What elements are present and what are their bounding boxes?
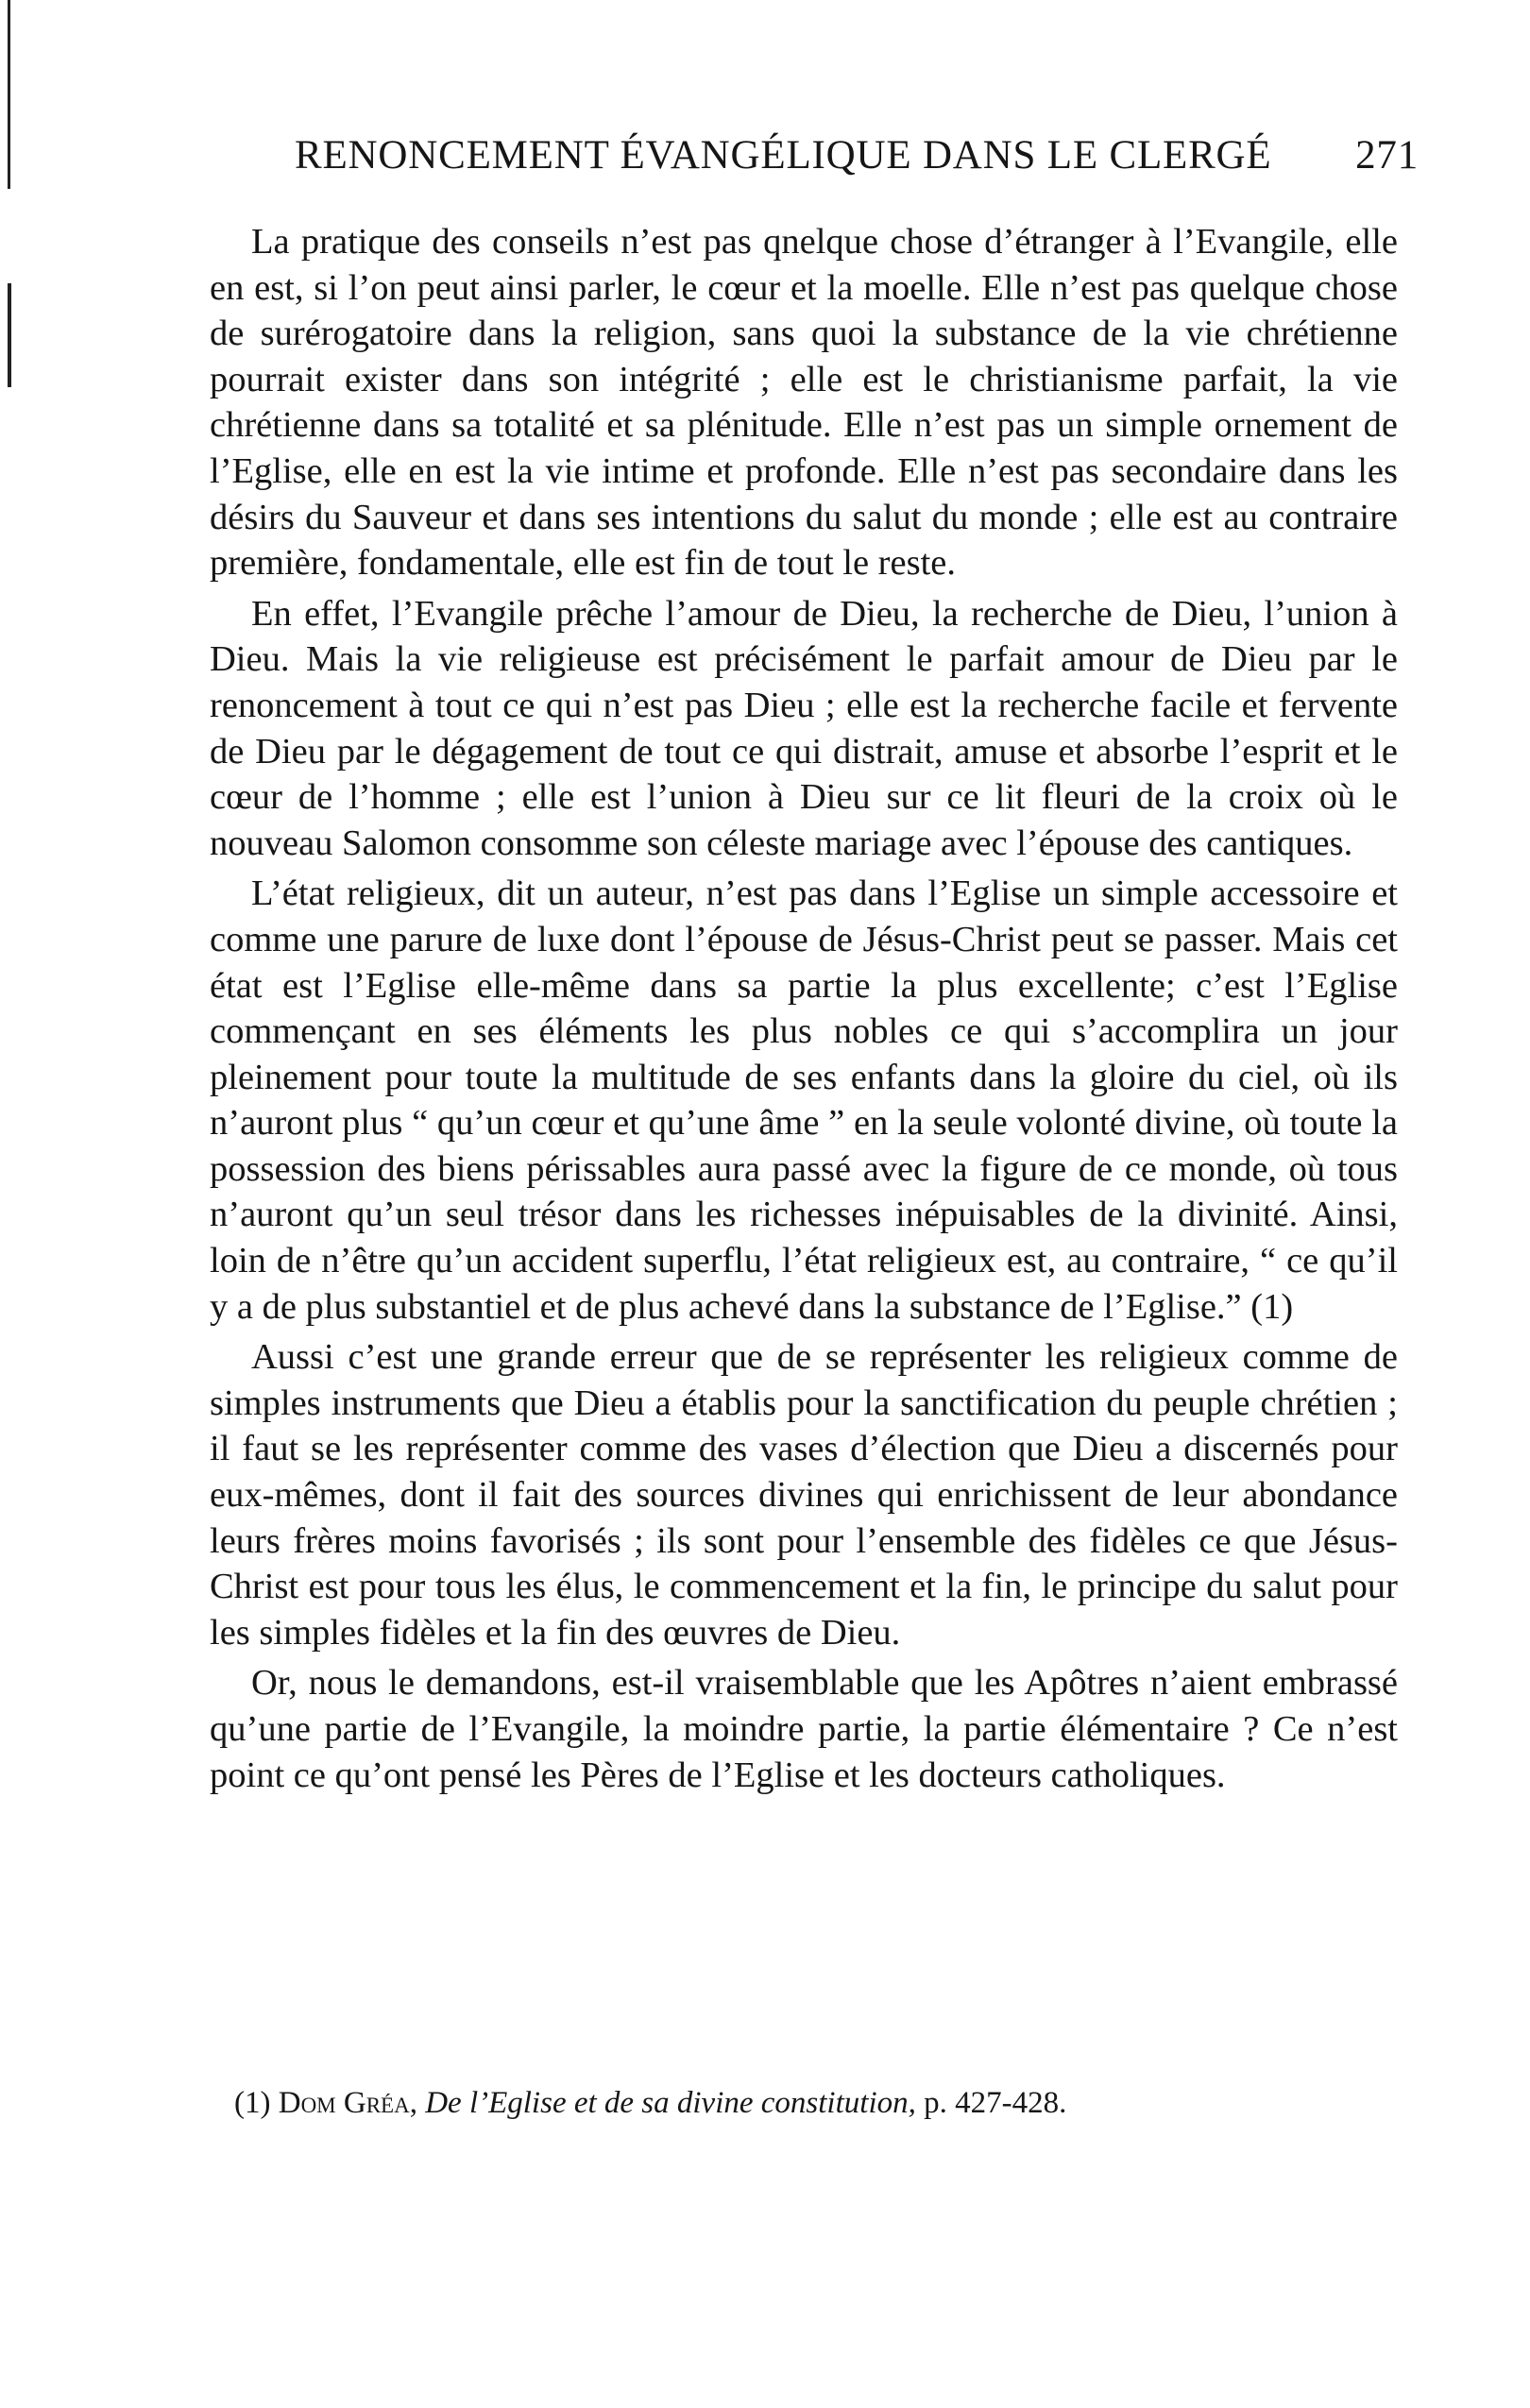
running-header — [295, 132, 1419, 198]
paragraph: La pratique des conseils n’est pas qnelque chose d’étranger à l’Evangile, elle en est, si l’on peut ainsi parler, le cœur et la moelle. Elle n’est pas quelque chose de surérogatoire dans la religion, sans quoi la substance de la vie chrétienne pourrait exister dans son intégrité ; elle est le christianisme parfait, la vie chrétienne dans sa totalité et sa plénitude. Elle n’est pas un simple ornement de l’Eglise, elle en est la vie intime et profonde. Elle n’est pas secondaire dans les désirs du Sauveur et dans ses intentions du salut du monde ; elle est au contraire première, fondamentale, elle est fin de tout le reste. — [210, 222, 1398, 584]
page-edge-mark — [8, 283, 11, 387]
paragraph: L’état religieux, dit un auteur, n’est pas dans l’Eglise un simple accessoire et comme une parure de luxe dont l’épouse de Jésus-Christ peut se passer. Mais cet état est l’Eglise elle-même dans sa partie la plus excellente; c’est l’Eglise commençant en ses éléments les plus nobles ce qui s’accomplira un jour pleinement pour toute la multitude de ses enfants dans la gloire du ciel, où ils n’auront plus “ qu’un cœur et qu’une âme ” en la seule volonté divine, où toute la possession des biens périssables aura passé avec la figure de ce monde, où tous n’auront qu’un seul trésor dans les richesses inépuisables de la divinité. Ainsi, loin de n’être qu’un accident superflu, l’état religieux est, au contraire, “ ce qu’il y a de plus substantiel et de plus achevé dans la substance de l’Eglise.” (1) — [210, 873, 1398, 1327]
page-number: 271 — [1355, 133, 1419, 178]
paragraph: En effet, l’Evangile prêche l’amour de Dieu, la recherche de Dieu, l’union à Dieu. Mais la vie religieuse est précisément le parfait amour de Dieu par le renoncement à tout ce qui n’est pas Dieu ; elle est la recherche facile et fervente de Dieu par le dégagement de tout ce qui distrait, amuse et absorbe l’esprit et le cœur de l’homme ; elle est l’union à Dieu sur ce lit fleuri de la croix où le nouveau Salomon consomme son céleste mariage avec l’épouse des cantiques. — [210, 593, 1398, 863]
footnote — [234, 2082, 1396, 2124]
main-text — [210, 219, 1398, 1798]
page-edge-mark — [8, 0, 10, 189]
footnote-marker: (1) — [234, 2086, 271, 2120]
paragraph: Or, nous le demandons, est-il vraisemblable que les Apôtres n’aient embrassé qu’une partie de l’Evangile, la moindre partie, la partie élémentaire ? Ce n’est point ce qu’ont pensé les Pères de l’Eglise et les docteurs catholiques. — [210, 1663, 1398, 1795]
running-title: RENONCEMENT ÉVANGÉLIQUE DANS LE CLERGÉ — [295, 133, 1272, 178]
paragraph: Aussi c’est une grande erreur que de se représenter les religieux comme de simples instruments que Dieu a établis pour la sanctification du peuple chrétien ; il faut se les représenter comme des vases d’élection que Dieu a discernés pour eux-mêmes, dont il fait des sources divines qui enrichissent de leur abondance leurs frères moins favorisés ; ils sont pour l’ensemble des fidèles ce que Jésus-Christ est pour tous les élus, le commencement et la fin, le principe du salut pour les simples fidèles et la fin des œuvres de Dieu. — [210, 1337, 1398, 1653]
footnote-work: De l’Eglise et de sa divine constitution, — [425, 2086, 916, 2120]
footnote-pages: p. 427-428. — [924, 2086, 1067, 2120]
footnote-author: Dom Gréa, — [278, 2086, 417, 2120]
